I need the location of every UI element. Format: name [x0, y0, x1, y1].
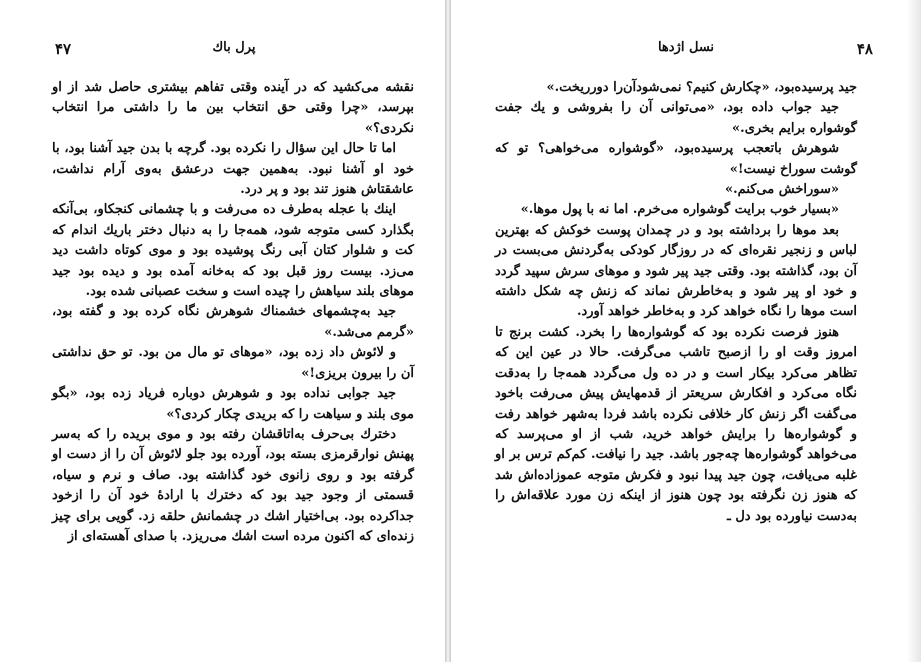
- page-edge-shadow: [907, 0, 921, 662]
- paragraph: و لائوش داد زده بود، «موهای تو مال من بود. تو حق نداشتی آن را بیرون بریزی!»: [52, 345, 414, 381]
- paragraph: جید پرسیده‌بود، «چکارش کنیم؟ نمی‌شودآن‌را دورریخت.»: [546, 80, 857, 95]
- paragraph: جید به‌چشمهای خشمناك شوهرش نگاه کرده بود و گفته بود، «گرمم می‌شد.»: [52, 304, 414, 340]
- running-title: پرل باك: [212, 40, 256, 55]
- paragraph: «سوراخش می‌کنم.»: [725, 182, 839, 198]
- paragraph: اینك با عجله به‌طرف ده می‌رفت و با چشمانی کنجکاو، بی‌آنکه بگذارد کسی متوجه شود، همه‌جا را به دنبال دختر باریك اندام که کت و شلوار کتان آبی رنگ پوشیده بود و موی کوتاه داشت دید می‌زد. بیست روز قبل بود که به‌خانه آمده بود و دیده بود جید موهای بلند سیاهش را چیده است و سخت عصبانی شده بود.: [52, 202, 414, 300]
- paragraph: جید جوابی نداده بود و شوهرش دوباره فریاد زده بود، «بگو موی بلند و سیاهت را که بریدی چکار کردی؟»: [52, 386, 414, 422]
- right-page: [450, 0, 921, 662]
- page-header: [499, 40, 873, 62]
- paragraph: هنوز فرصت نکرده بود که گوشواره‌ها را بخرد. کشت برنج تا امروز وقت او را ازصبح تاشب می‌گرفت. حالا در عین این که تظاهر می‌کرد بیکار است و در ده ول می‌گردد همه‌جا را به‌دقت نگاه می‌کرد و افکارش سریعتر از قدمهایش پیش می‌رفت باخود می‌گفت اگر زنش کار خلافی نکرده باشد فردا به‌شهر خواهد رفت و گوشواره‌ها را برایش خواهد خرید، شب از او می‌پرسد که می‌خواهد گوشواره‌ها چه‌جور باشد. جید را نیافت. کم‌کم ترس بر او غلبه می‌یافت، چون جید پیدا نبود و فکرش متوجه عموزاده‌اش شد که هنوز زن نگرفته بود چون هنوز از اینکه زن مورد علاقه‌اش را به‌دست نیاورده بود دل ـ: [495, 324, 857, 524]
- paragraph: «بسیار خوب برایت گوشواره می‌خرم. اما نه با پول موها.»: [520, 202, 839, 218]
- paragraph: شوهرش باتعجب پرسیده‌بود، «گوشواره می‌خواهی؟ تو که گوشت سوراخ نیست!»: [495, 141, 857, 177]
- paragraph: اما تا حال این سؤال را نکرده بود. گرچه با بدن جید آشنا بود، با خود او آشنا نبود. به‌همین جهت درعشق به‌وی آرام نداشت، عاشقتاش هنوز تند بود و پر درد.: [52, 141, 414, 198]
- left-page: [0, 0, 446, 662]
- page-number: ۴۷: [55, 40, 72, 58]
- page-body: [495, 78, 857, 527]
- running-title: نسل اژدها: [657, 40, 715, 55]
- paragraph: جید جواب داده بود، «می‌توانی آن را بفروشی و یك جفت گوشواره برایم بخری.»: [495, 100, 857, 136]
- page-number: ۴۸: [856, 40, 873, 58]
- paragraph: دخترك بی‌حرف به‌اتاقشان رفته بود و موی بریده را که به‌سر پهنش نوارقرمزی بسته بود، آورده بود جلو لائوش آن را از دست او گرفته بود و روی زانوی خود گذاشته بود. صاف و نرم و سیاه، قسمتی از وجود جید بود که دخترك با ارادهٔ خود آن را ازخود جداکرده بود. بی‌اختیار اشك در چشمانش حلقه زد. گویی برای چیز زنده‌ای که اکنون مرده است اشك می‌ریزد. با صدای آهسته‌ای از: [52, 426, 414, 544]
- paragraph: بعد موها را برداشته بود و در چمدان پوست خوکش که بهترین لباس و زنجیر نقره‌ای که در روزگار کودکی به‌گردنش می‌بست در آن بود، گذاشته بود. وقتی جید پیر شود و موهای سرش سپید گردد و خود او پیر شود و به‌خاطرش نماند که زنش چه شکل داشته است موها را نگاه خواهد کرد و به‌خاطر خواهد آورد.: [495, 222, 857, 320]
- page-header: [55, 40, 413, 62]
- page-body: [52, 78, 414, 547]
- paragraph: نقشه می‌کشید که در آینده وقتی تفاهم بیشتری حاصل شد از او بپرسد، «چرا وقتی حق انتخاب بین ما را داشتی مرا انتخاب نکردی؟»: [52, 80, 414, 136]
